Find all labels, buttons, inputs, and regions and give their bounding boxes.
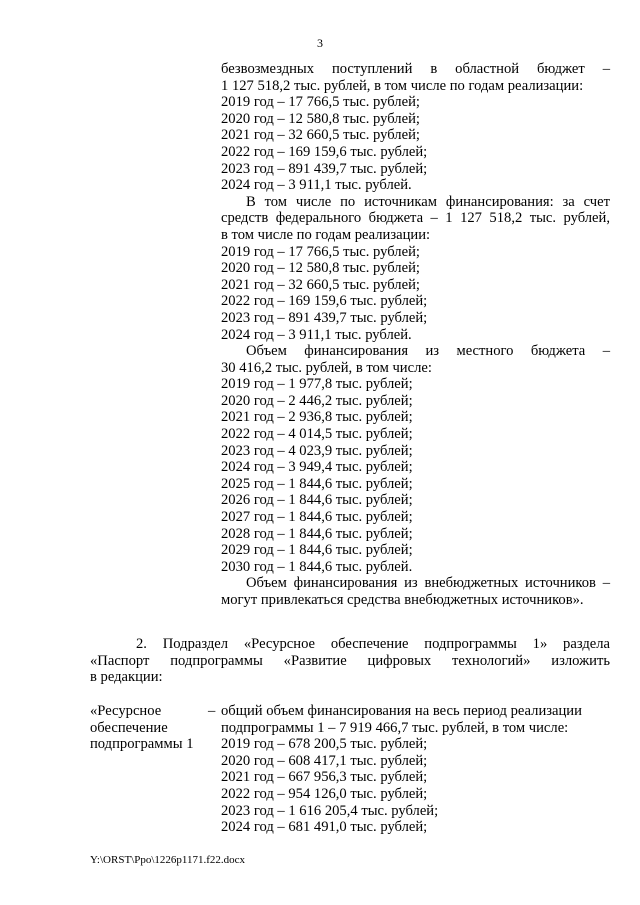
year-line: 2024 год – 3 911,1 тыс. рублей. bbox=[221, 326, 412, 343]
year-line: 2021 год – 667 956,3 тыс. рублей; bbox=[221, 769, 428, 786]
year-line: 2021 год – 32 660,5 тыс. рублей; bbox=[221, 127, 420, 144]
dash-separator: – bbox=[208, 703, 216, 719]
text-line: 30 416,2 тыс. рублей, в том числе: bbox=[221, 359, 432, 376]
label-line: подпрограммы 1 bbox=[90, 736, 194, 753]
text-line: Объем финансирования из внебюджетных источников – bbox=[246, 575, 610, 592]
year-line: 2020 год – 608 417,1 тыс. рублей; bbox=[221, 752, 428, 769]
text-line: «Паспорт подпрограммы «Развитие цифровых технологий» изложить bbox=[90, 652, 610, 669]
funding-column bbox=[221, 61, 610, 609]
year-line: 2020 год – 12 580,8 тыс. рублей; bbox=[221, 110, 420, 127]
footer-file-path: Y:\ORST\Ppo\1226p1171.f22.docx bbox=[90, 854, 246, 866]
text-line: средств федерального бюджета – 1 127 518,2 тыс. рублей, bbox=[221, 210, 610, 227]
text-line: 2. Подраздел «Ресурсное обеспечение подпрограммы 1» раздела bbox=[136, 636, 610, 652]
year-line: 2024 год – 3 911,1 тыс. рублей. bbox=[221, 177, 412, 194]
year-line: 2023 год – 891 439,7 тыс. рублей; bbox=[221, 309, 428, 326]
year-line: 2023 год – 891 439,7 тыс. рублей; bbox=[221, 160, 428, 177]
year-line: 2019 год – 1 977,8 тыс. рублей; bbox=[221, 376, 413, 393]
text-line: в том числе по годам реализации: bbox=[221, 226, 431, 243]
year-line: 2022 год – 169 159,6 тыс. рублей; bbox=[221, 143, 428, 160]
page-number: 3 bbox=[317, 36, 323, 50]
text-line: подпрограммы 1 – 7 919 466,7 тыс. рублей, в том числе: bbox=[221, 719, 569, 736]
year-line: 2019 год – 17 766,5 тыс. рублей; bbox=[221, 94, 420, 111]
year-line: 2022 год – 4 014,5 тыс. рублей; bbox=[221, 426, 413, 443]
year-line: 2027 год – 1 844,6 тыс. рублей; bbox=[221, 509, 413, 526]
year-line: 2021 год – 2 936,8 тыс. рублей; bbox=[221, 409, 413, 426]
text-line: могут привлекаться средства внебюджетных источников». bbox=[221, 592, 584, 608]
text-line: в редакции: bbox=[90, 669, 163, 686]
year-line: 2022 год – 169 159,6 тыс. рублей; bbox=[221, 293, 428, 310]
year-line: 2024 год – 3 949,4 тыс. рублей; bbox=[221, 459, 413, 476]
year-line: 2029 год – 1 844,6 тыс. рублей; bbox=[221, 542, 413, 559]
year-line: 2023 год – 1 616 205,4 тыс. рублей; bbox=[221, 802, 439, 819]
year-line: 2021 год – 32 660,5 тыс. рублей; bbox=[221, 276, 420, 293]
year-line: 2020 год – 12 580,8 тыс. рублей; bbox=[221, 260, 420, 277]
text-line: Объем финансирования из местного бюджета – bbox=[246, 343, 610, 360]
resource-label bbox=[90, 703, 210, 753]
year-line: 2023 год – 4 023,9 тыс. рублей; bbox=[221, 442, 413, 459]
year-line: 2024 год – 681 491,0 тыс. рублей; bbox=[221, 819, 428, 836]
year-line: 2026 год – 1 844,6 тыс. рублей; bbox=[221, 492, 413, 509]
year-line: 2020 год – 2 446,2 тыс. рублей; bbox=[221, 392, 413, 409]
year-line: 2019 год – 17 766,5 тыс. рублей; bbox=[221, 243, 420, 260]
text-line: общий объем финансирования на весь период реализации bbox=[221, 703, 582, 719]
year-line: 2022 год – 954 126,0 тыс. рублей; bbox=[221, 785, 428, 802]
text-line: 1 127 518,2 тыс. рублей, в том числе по годам реализации: bbox=[221, 77, 584, 94]
paragraph-2 bbox=[90, 636, 610, 686]
year-line: 2028 год – 1 844,6 тыс. рублей; bbox=[221, 525, 413, 542]
year-line: 2030 год – 1 844,6 тыс. рублей. bbox=[221, 558, 413, 575]
label-line: «Ресурсное bbox=[90, 703, 162, 719]
text-line: В том числе по источникам финансирования: за счет bbox=[246, 193, 610, 210]
year-line: 2025 год – 1 844,6 тыс. рублей; bbox=[221, 475, 413, 492]
label-line: обеспечение bbox=[90, 719, 168, 736]
subprogram-funding-column bbox=[221, 703, 610, 836]
year-line: 2019 год – 678 200,5 тыс. рублей; bbox=[221, 736, 428, 753]
text-line: безвозмездных поступлений в областной бюджет – bbox=[221, 61, 610, 77]
